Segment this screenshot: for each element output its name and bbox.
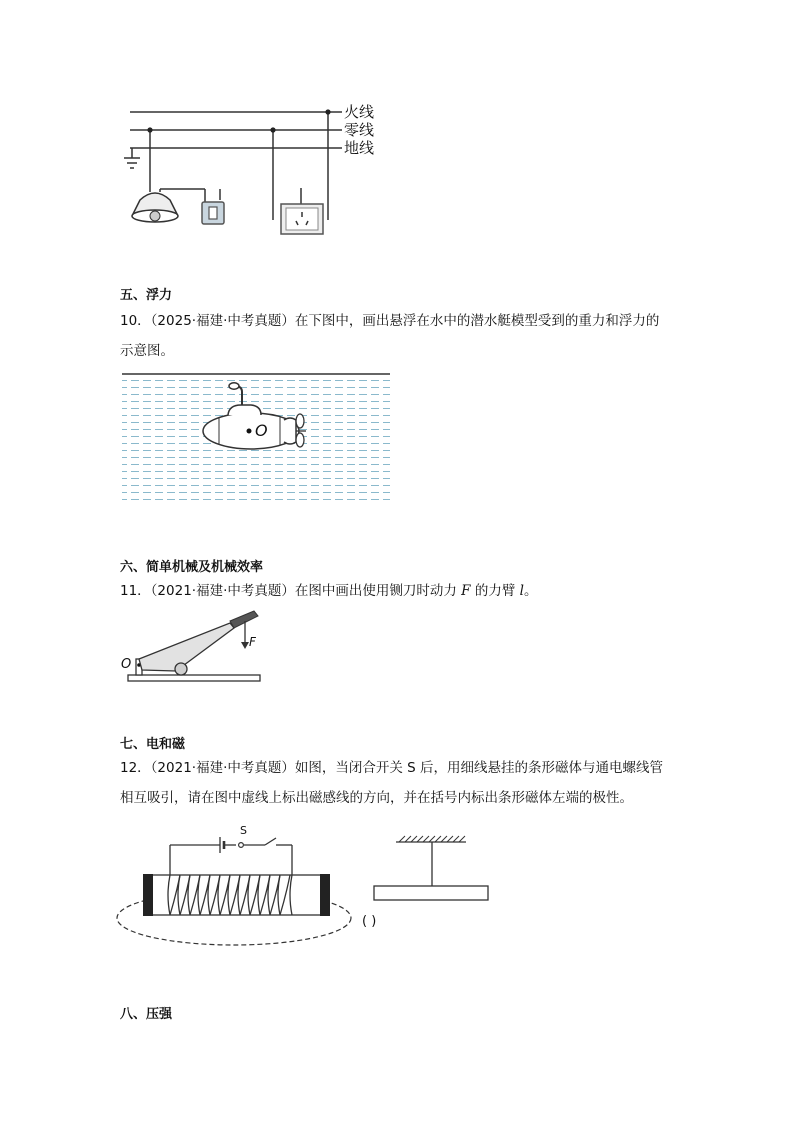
question-11-text: 11．（2021·福建·中考真题）在图中画出使用铡刀时动力 F 的力臂 l。 (120, 583, 538, 599)
earth-wire-label: 地线 (344, 139, 375, 157)
section-heading-machines: 六、简单机械及机械效率 (120, 560, 264, 575)
pivot-label: O (121, 657, 132, 672)
lamp-icon (132, 193, 178, 222)
center-of-mass-label: O (255, 421, 268, 440)
section-heading-electromagnetism: 七、电和磁 (120, 737, 186, 752)
question-12-line1: 12．（2021·福建·中考真题）如图，当闭合开关 S 后，用细线悬挂的条形磁体与通电螺线管 (120, 760, 664, 776)
section-heading-pressure: 八、压强 (120, 1007, 173, 1022)
live-wire-label: 火线 (344, 103, 375, 121)
core-right-cap (320, 874, 330, 916)
force-arrow-label: F (249, 635, 256, 649)
question-10-line1: 10．（2025·福建·中考真题）在下图中，画出悬浮在水中的潜水艇模型受到的重力和浮力的 (120, 313, 660, 329)
neutral-wire-label: 零线 (344, 121, 375, 139)
submarine-water-figure (118, 370, 393, 505)
guillotine-cutter-figure (118, 608, 268, 686)
wall-socket-icon (281, 204, 323, 234)
bar-magnet (374, 886, 488, 900)
question-12-line2: 相互吸引，请在图中虚线上标出磁感线的方向，并在括号内标出条形磁体左端的极性。 (120, 790, 633, 806)
section-heading-buoyancy: 五、浮力 (120, 288, 173, 303)
arm-symbol: l (519, 583, 524, 599)
solenoid-magnet-figure (116, 820, 496, 950)
switch-label: S (240, 824, 247, 837)
core-left-cap (143, 874, 153, 916)
force-symbol: F (461, 583, 471, 599)
polarity-bracket[interactable]: ( ) (362, 914, 377, 929)
wall-switch-icon (202, 202, 224, 224)
question-10-line2: 示意图。 (120, 343, 174, 359)
